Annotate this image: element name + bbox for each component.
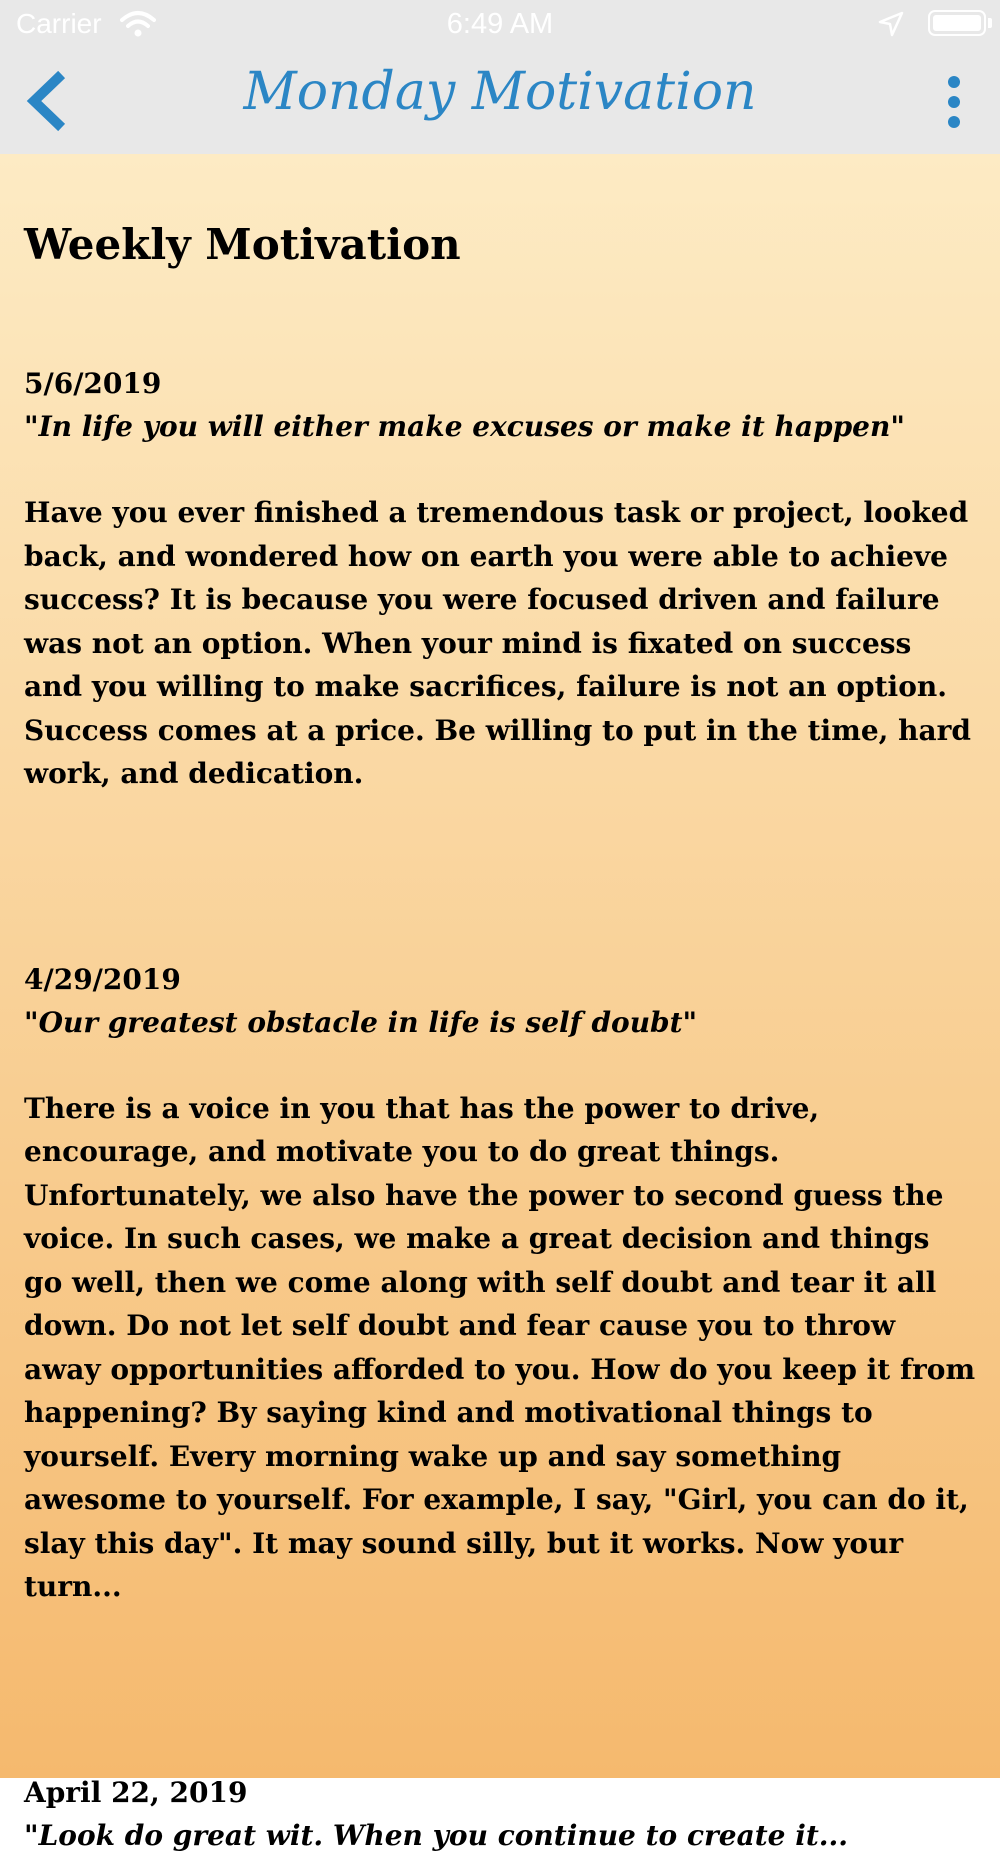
- scroll-content[interactable]: [0, 154, 1000, 1852]
- status-bar: [0, 0, 1000, 50]
- more-options-button[interactable]: [934, 72, 974, 132]
- page-title: Weekly Motivation: [24, 220, 461, 269]
- clock: 6:49 AM: [446, 8, 554, 40]
- entry-date: 4/29/2019: [24, 962, 181, 996]
- entry-quote: "In life you will either make excuses or make it happen": [24, 410, 905, 444]
- battery-cap: [988, 18, 992, 28]
- motivation-entry: [24, 1771, 976, 1857]
- battery-icon: [928, 10, 986, 36]
- entry-quote: "Our greatest obstacle in life is self doubt": [24, 1005, 698, 1039]
- location-arrow-icon: [878, 11, 904, 42]
- motivation-entry: [24, 362, 976, 796]
- more-vertical-icon: [934, 72, 974, 132]
- motivation-entry: [24, 958, 976, 1609]
- entry-body: There is a voice in you that has the power to drive, encourage, and motivate you to do great things. Unfortunately, we also have the power to second guess the voice. In such cases, we make a great decision and things go well, then we come along with self doubt and tear it all down. Do not let self doubt and fear cause you to throw away opportunities afforded to you. How do you keep it from happening? By saying kind and motivational things to yourself. Every morning wake up and say something awesome to yourself. For example, I say, "Girl, you can do it, slay this day". It may sound silly, but it works. Now your turn...: [24, 1091, 976, 1604]
- nav-title: Monday Motivation: [243, 62, 757, 122]
- carrier-label: Carrier: [16, 8, 102, 39]
- entry-quote: "Look do great wit. When you continue to create it...: [24, 1818, 849, 1852]
- entry-date: April 22, 2019: [24, 1775, 248, 1809]
- entry-date: 5/6/2019: [24, 367, 162, 401]
- entry-body: Have you ever finished a tremendous task or project, looked back, and wondered how on earth you were able to achieve success? It is because you were focused driven and failure was not an option. When your mind is fixated on success and you willing to make sacrifices, failure is not an option. Success comes at a price. Be willing to put in the time, hard work, and dedication.: [24, 496, 971, 791]
- navigation-bar: [0, 50, 1000, 154]
